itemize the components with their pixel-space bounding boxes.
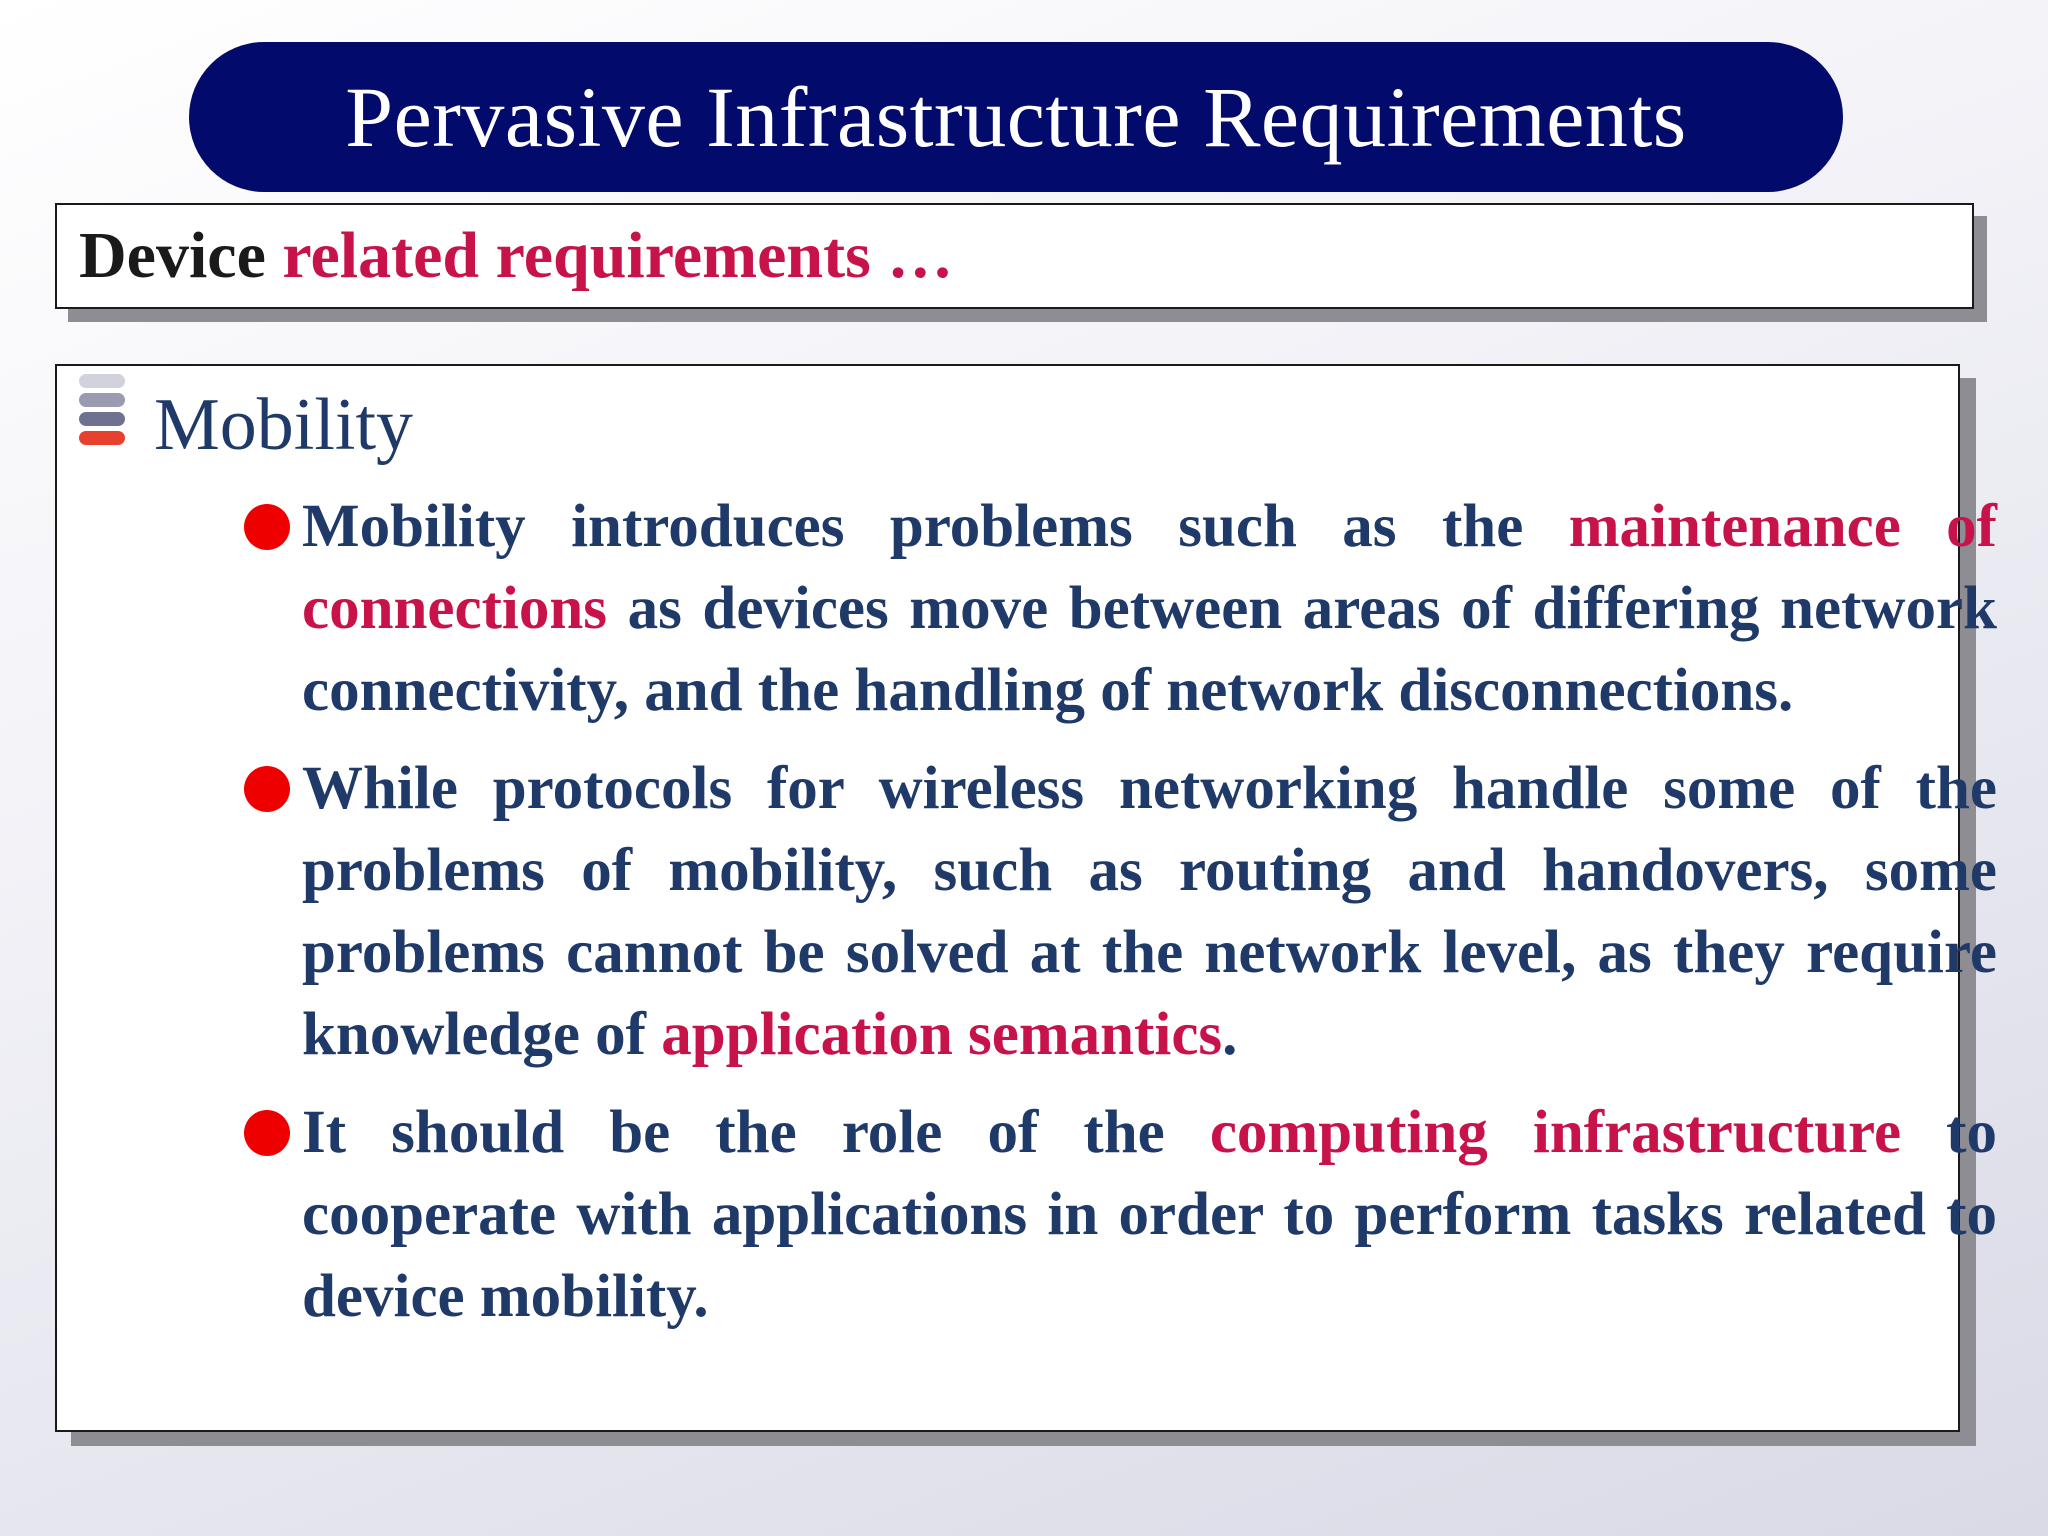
bullet-text: It should be the role of the <box>302 1099 1210 1166</box>
subtitle-box <box>55 203 1974 309</box>
bullet-text: . <box>1222 1001 1238 1068</box>
bullet-text: While protocols for wireless networking handle some of the problems of mobility, such as routing and handovers, some problems cannot be solved at the network level, as they require knowledge of <box>302 755 1997 1068</box>
level-bars-icon <box>79 374 125 464</box>
bullet-text: to cooperate with applications in order to perform tasks related to device mobility. <box>302 1099 1997 1330</box>
section-heading: Mobility <box>154 384 414 466</box>
bullet-item <box>244 1092 1997 1338</box>
bullet-dot-icon <box>244 504 290 550</box>
slide-title: Pervasive Infrastructure Requirements <box>189 42 1843 192</box>
bullet-highlight: application semantics <box>661 1001 1223 1068</box>
bullet-item <box>244 748 1997 1076</box>
bullet-text: Mobility introduces problems such as the <box>302 493 1569 560</box>
bullet-dot-icon <box>244 1110 290 1156</box>
subtitle-related-requirements: related requirements … <box>282 219 954 292</box>
bullet-item <box>244 486 1997 732</box>
bullet-text: as devices move between areas of differing network connectivity, and the handling of network disconnections. <box>302 575 1997 724</box>
bullet-dot-icon <box>244 766 290 812</box>
subtitle-device: Device <box>79 219 266 292</box>
bullet-highlight: computing infrastructure <box>1209 1099 1902 1166</box>
bullet-highlight: maintenance of connections <box>302 493 1997 642</box>
content-box <box>55 364 1997 1432</box>
bullet-list <box>244 486 1997 1354</box>
